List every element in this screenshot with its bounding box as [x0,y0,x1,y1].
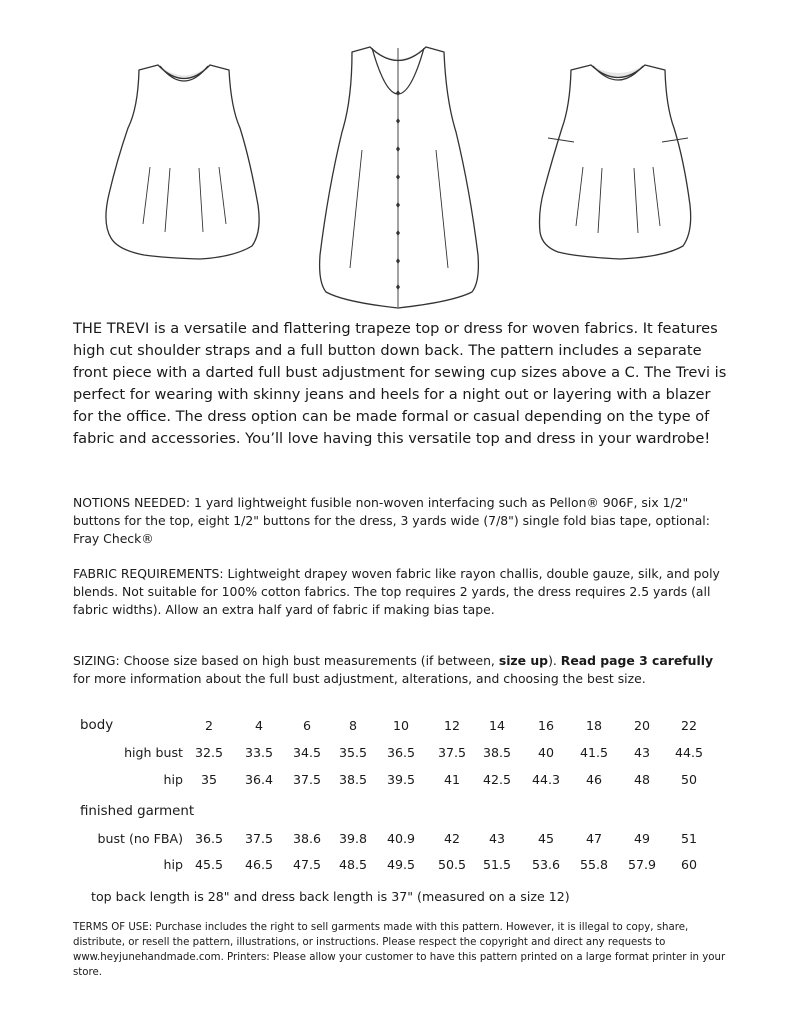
finished-measure-cell: 43 [488,831,506,846]
finished-measure-cell: 37.5 [244,831,274,846]
finished-measure-cell: 60 [680,857,698,872]
finished-measure-cell: 53.6 [531,857,561,872]
body-measure-cell: 33.5 [244,745,274,760]
finished-row-label: hip [163,857,183,872]
finished-measure-cell: 47 [585,831,603,846]
size-header-cell: 4 [254,718,264,733]
fabric-requirements: FABRIC REQUIREMENTS: Lightweight drapey woven fabric like rayon challis, double gauze, silk, and poly blends. Not suitable for 100% cotton fabrics. The top requires 2 yards, the dress requires 2.5 yards (all fabric widths). Allow an extra half yard of fabric if making bias tape. [73,566,720,617]
size-header-cell: 16 [537,718,555,733]
top-front-illustration [106,65,259,259]
body-section-label: body [80,718,114,733]
body-measure-cell: 36.4 [244,772,274,787]
finished-garment-section-label: finished garment [80,804,195,819]
body-measure-cell: 37.5 [437,745,467,760]
sizing-text-3: for more information about the full bust adjustment, alterations, and choosing the best size. [73,671,646,686]
notions-needed: NOTIONS NEEDED: 1 yard lightweight fusible non-woven interfacing such as Pellon® 906F, six 1/2" buttons for the top, eight 1/2" buttons for the dress, 3 yards wide (7/8") single fold bias tape, optional: Fray Check® [73,495,710,546]
body-measure-cell: 34.5 [292,745,322,760]
size-header-cell: 14 [488,718,506,733]
size-header-cell: 8 [348,718,358,733]
finished-measure-cell: 47.5 [292,857,322,872]
sizing-text-1: SIZING: Choose size based on high bust measurements (if between, [73,653,499,668]
finished-measure-cell: 40.9 [386,831,416,846]
body-measure-cell: 44.5 [674,745,704,760]
size-header-cell: 22 [680,718,698,733]
size-header-cell: 2 [204,718,214,733]
pattern-description: THE TREVI is a versatile and flattering trapeze top or dress for woven fabrics. It features high cut shoulder straps and a full button down back. The pattern includes a separate front piece with a darted full bust adjustment for sewing cup sizes above a C. The Trevi is perfect for wearing with skinny jeans and heels for a night out or layering with a blazer for the office. The dress option can be made formal or casual depending on the type of fabric and accessories. You’ll love having this versatile top and dress in your wardrobe! [73,320,727,447]
finished-measure-cell: 39.8 [338,831,368,846]
body-measure-cell: 44.3 [531,772,561,787]
finished-measure-cell: 38.6 [292,831,322,846]
size-header-cell: 10 [392,718,410,733]
finished-measure-cell: 50.5 [437,857,467,872]
body-measure-cell: 41.5 [579,745,609,760]
finished-measure-cell: 49.5 [386,857,416,872]
body-row-label: hip [163,772,183,787]
body-measure-cell: 32.5 [194,745,224,760]
finished-measure-cell: 45.5 [194,857,224,872]
back-length-note: top back length is 28" and dress back length is 37" (measured on a size 12) [91,889,570,904]
body-measure-cell: 46 [585,772,603,787]
terms-of-use: TERMS OF USE: Purchase includes the right to sell garments made with this pattern. However, it is illegal to copy, share, distribute, or resell the pattern, illustrations, or instructions. Please respect the copyright and direct any requests to www.heyjunehandmade.com. Printers: Please allow your customer to have this pattern printed on a large format printer in your store. [73,922,726,978]
finished-measure-cell: 36.5 [194,831,224,846]
finished-measure-cell: 51.5 [482,857,512,872]
body-row-label: high bust [124,745,183,760]
finished-measure-cell: 51 [680,831,698,846]
sizing-text-2: ). [548,653,561,668]
finished-measure-cell: 48.5 [338,857,368,872]
top-darted-front-illustration [540,65,691,259]
finished-measure-cell: 57.9 [627,857,657,872]
sizing-instructions [73,652,733,688]
body-measure-cell: 48 [633,772,651,787]
body-measure-cell: 37.5 [292,772,322,787]
size-header-cell: 18 [585,718,603,733]
size-header-cell: 6 [302,718,312,733]
body-measure-cell: 43 [633,745,651,760]
finished-measure-cell: 49 [633,831,651,846]
body-measure-cell: 38.5 [338,772,368,787]
finished-measure-cell: 46.5 [244,857,274,872]
sizing-bold-1: size up [498,653,549,668]
body-measure-cell: 35 [200,772,218,787]
size-header-cell: 12 [443,718,461,733]
body-measure-cell: 41 [443,772,461,787]
sizing-bold-2: Read page 3 carefully [560,653,714,668]
dress-back-illustration [320,47,479,308]
body-measure-cell: 38.5 [482,745,512,760]
finished-measure-cell: 42 [443,831,461,846]
finished-measure-cell: 45 [537,831,555,846]
body-measure-cell: 40 [537,745,555,760]
finished-measure-cell: 55.8 [579,857,609,872]
garment-illustrations [0,0,794,315]
finished-row-label: bust (no FBA) [97,831,183,846]
body-measure-cell: 36.5 [386,745,416,760]
body-measure-cell: 39.5 [386,772,416,787]
body-measure-cell: 42.5 [482,772,512,787]
size-header-cell: 20 [633,718,651,733]
body-measure-cell: 35.5 [338,745,368,760]
body-measure-cell: 50 [680,772,698,787]
